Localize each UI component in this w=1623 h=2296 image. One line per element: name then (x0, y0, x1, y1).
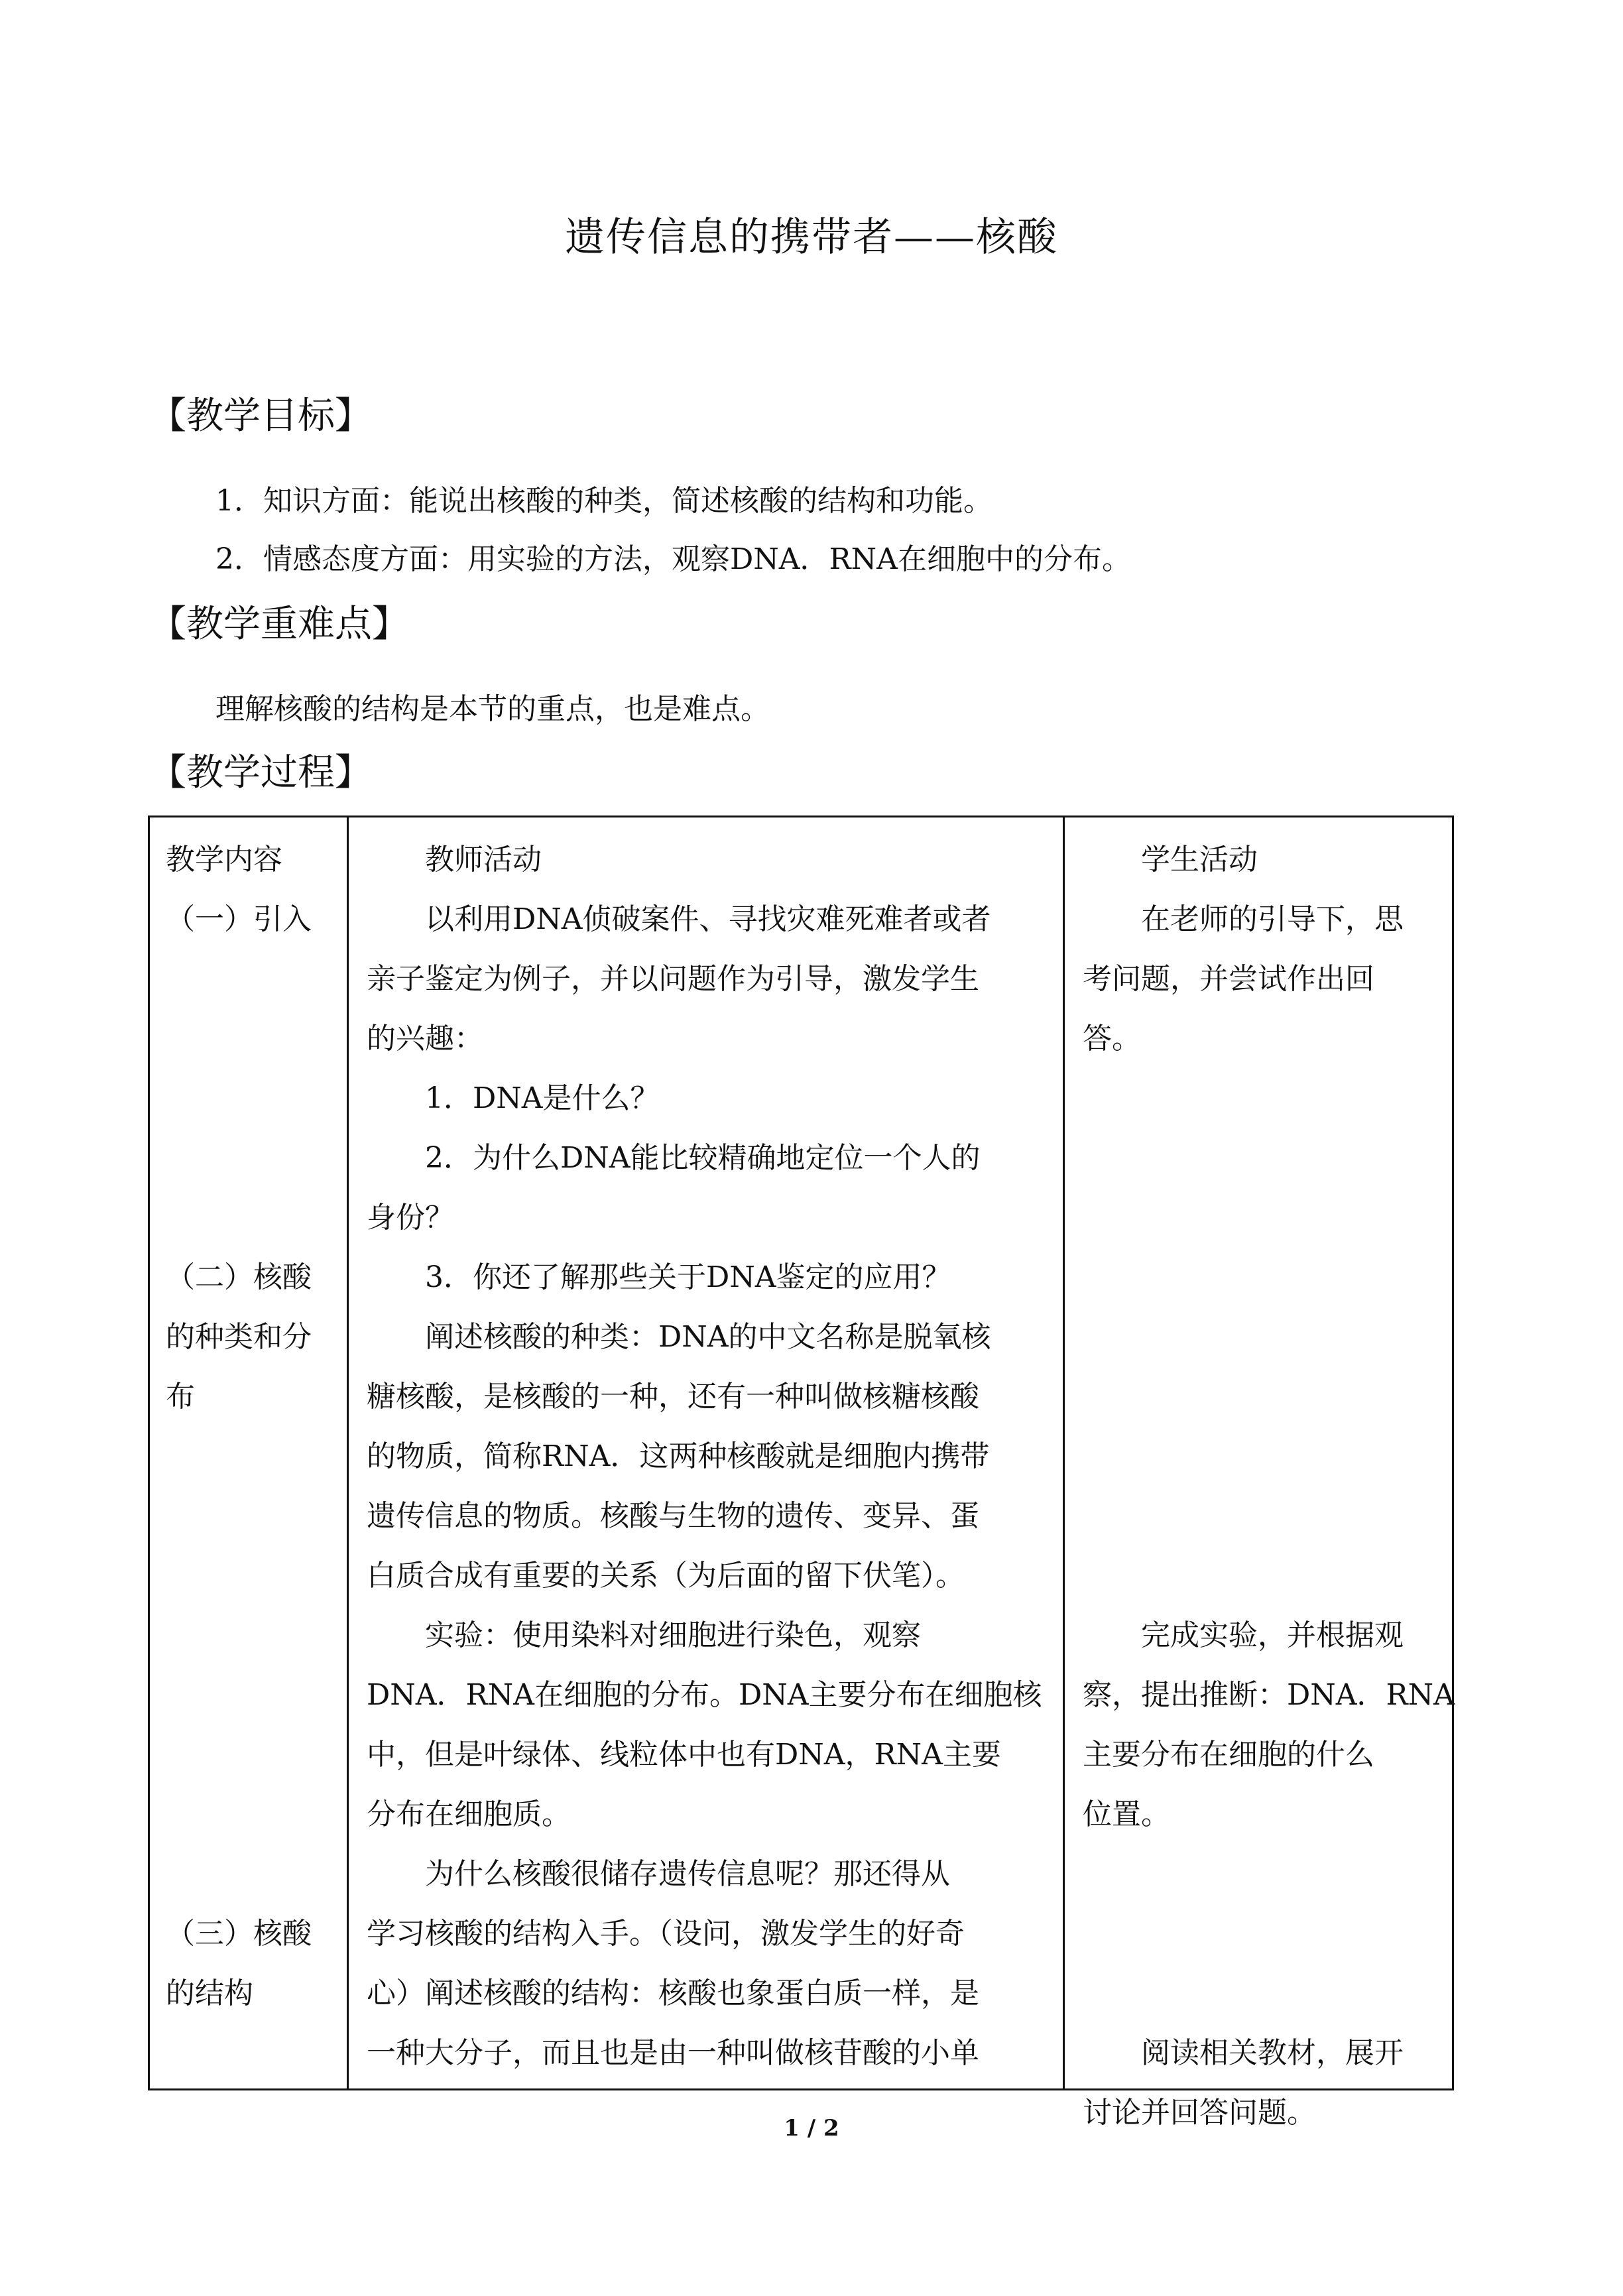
objectives-heading: 【教学目标】 (149, 394, 372, 438)
table-line: 实验：使用染料对细胞进行染色，观察 (425, 1618, 921, 1652)
table-line: 主要分布在细胞的什么 (1083, 1738, 1374, 1772)
table-line: 一种大分子，而且也是由一种叫做核苷酸的小单 (367, 2036, 979, 2070)
table-line: 学生活动 (1141, 843, 1258, 876)
col-student (1083, 830, 1455, 2143)
table-line (1083, 1964, 1455, 2024)
table-line: 学习核酸的结构入手。（设问，激发学生的好奇 (367, 1917, 965, 1951)
objective-item: 1．知识方面：能说出核酸的种类，简述核酸的结构和功能。 (215, 484, 992, 518)
table-line: 布 (166, 1380, 195, 1414)
table-line: 的物质，简称RNA．这两种核酸就是细胞内携带 (367, 1439, 990, 1473)
table-line (1083, 1546, 1455, 1606)
col-teacher (367, 830, 1042, 2083)
table-line (1083, 1844, 1455, 1904)
table-line (166, 949, 312, 1009)
table-line: 分布在细胞质。 (367, 1797, 571, 1831)
table-line: DNA．RNA在细胞的分布。DNA主要分布在细胞核 (367, 1678, 1042, 1712)
table-line: 的兴趣： (367, 1022, 483, 1056)
table-line: 教学内容 (166, 843, 282, 876)
key-points-text: 理解核酸的结构是本节的重点，也是难点。 (215, 692, 770, 726)
table-line: 察，提出推断：DNA．RNA (1083, 1678, 1455, 1712)
table-line: 2．为什么DNA能比较精确地定位一个人的 (425, 1141, 981, 1175)
table-line: 亲子鉴定为例子，并以问题作为引导，激发学生 (367, 962, 979, 996)
table-line: 白质合成有重要的关系（为后面的留下伏笔）。 (367, 1559, 965, 1593)
process-heading: 【教学过程】 (149, 751, 372, 794)
table-line: 以利用DNA侦破案件、寻找灾难死难者或者 (425, 902, 991, 936)
table-divider (1063, 816, 1065, 2090)
key-points-heading: 【教学重难点】 (149, 603, 409, 646)
table-line: 身份？ (367, 1201, 454, 1235)
table-line: （二）核酸 (166, 1260, 312, 1294)
table-divider (347, 816, 349, 2090)
table-line: 答。 (1083, 1022, 1141, 1056)
table-line (1083, 1248, 1455, 1307)
table-line (166, 1427, 312, 1486)
table-line: （三）核酸 (166, 1917, 312, 1951)
table-line: 糖核酸，是核酸的一种，还有一种叫做核糖核酸 (367, 1380, 979, 1414)
page-title: 遗传信息的携带者——核酸 (565, 214, 1058, 261)
table-line (1083, 1307, 1455, 1367)
table-line: 阅读相关教材，展开 (1141, 2036, 1404, 2070)
table-line (1083, 1427, 1455, 1486)
table-line: 3．你还了解那些关于DNA鉴定的应用？ (425, 1260, 951, 1294)
table-line (1083, 1128, 1455, 1188)
table-line: 在老师的引导下，思 (1141, 902, 1404, 936)
table-line: 为什么核酸很储存遗传信息呢？那还得从 (425, 1857, 950, 1891)
table-line (1083, 1069, 1455, 1128)
table-line (166, 1665, 312, 1725)
table-line: 的种类和分 (166, 1320, 312, 1354)
table-line (166, 1486, 312, 1546)
table-line: 遗传信息的物质。核酸与生物的遗传、变异、蛋 (367, 1499, 979, 1533)
table-line: 1．DNA是什么？ (425, 1081, 660, 1115)
page-number: 1 / 2 (784, 2115, 839, 2142)
table-line: 心）阐述核酸的结构：核酸也象蛋白质一样，是 (367, 1976, 979, 2010)
table-line (166, 1188, 312, 1248)
table-line: 中，但是叶绿体、线粒体中也有DNA，RNA主要 (367, 1738, 1001, 1772)
col-content (166, 830, 312, 2024)
table-line (166, 1009, 312, 1069)
table-line (1083, 1367, 1455, 1427)
table-line: 位置。 (1083, 1797, 1170, 1831)
table-line (166, 1606, 312, 1665)
table-line (166, 1128, 312, 1188)
table-line (166, 1844, 312, 1904)
table-line: 完成实验，并根据观 (1141, 1618, 1404, 1652)
objective-item: 2．情感态度方面：用实验的方法，观察DNA．RNA在细胞中的分布。 (215, 542, 1131, 576)
table-line (1083, 1188, 1455, 1248)
table-line (166, 1069, 312, 1128)
table-line (1083, 1486, 1455, 1546)
table-line: 阐述核酸的种类：DNA的中文名称是脱氧核 (425, 1320, 991, 1354)
table-line (166, 1725, 312, 1785)
table-line: 考问题，并尝试作出回 (1083, 962, 1374, 996)
table-line: 讨论并回答问题。 (1083, 2096, 1316, 2130)
table-line: 的结构 (166, 1976, 253, 2010)
table-line (166, 1546, 312, 1606)
table-line: 教师活动 (425, 843, 542, 876)
table-line (166, 1785, 312, 1844)
table-line: （一）引入 (166, 902, 312, 936)
table-line (1083, 1904, 1455, 1964)
